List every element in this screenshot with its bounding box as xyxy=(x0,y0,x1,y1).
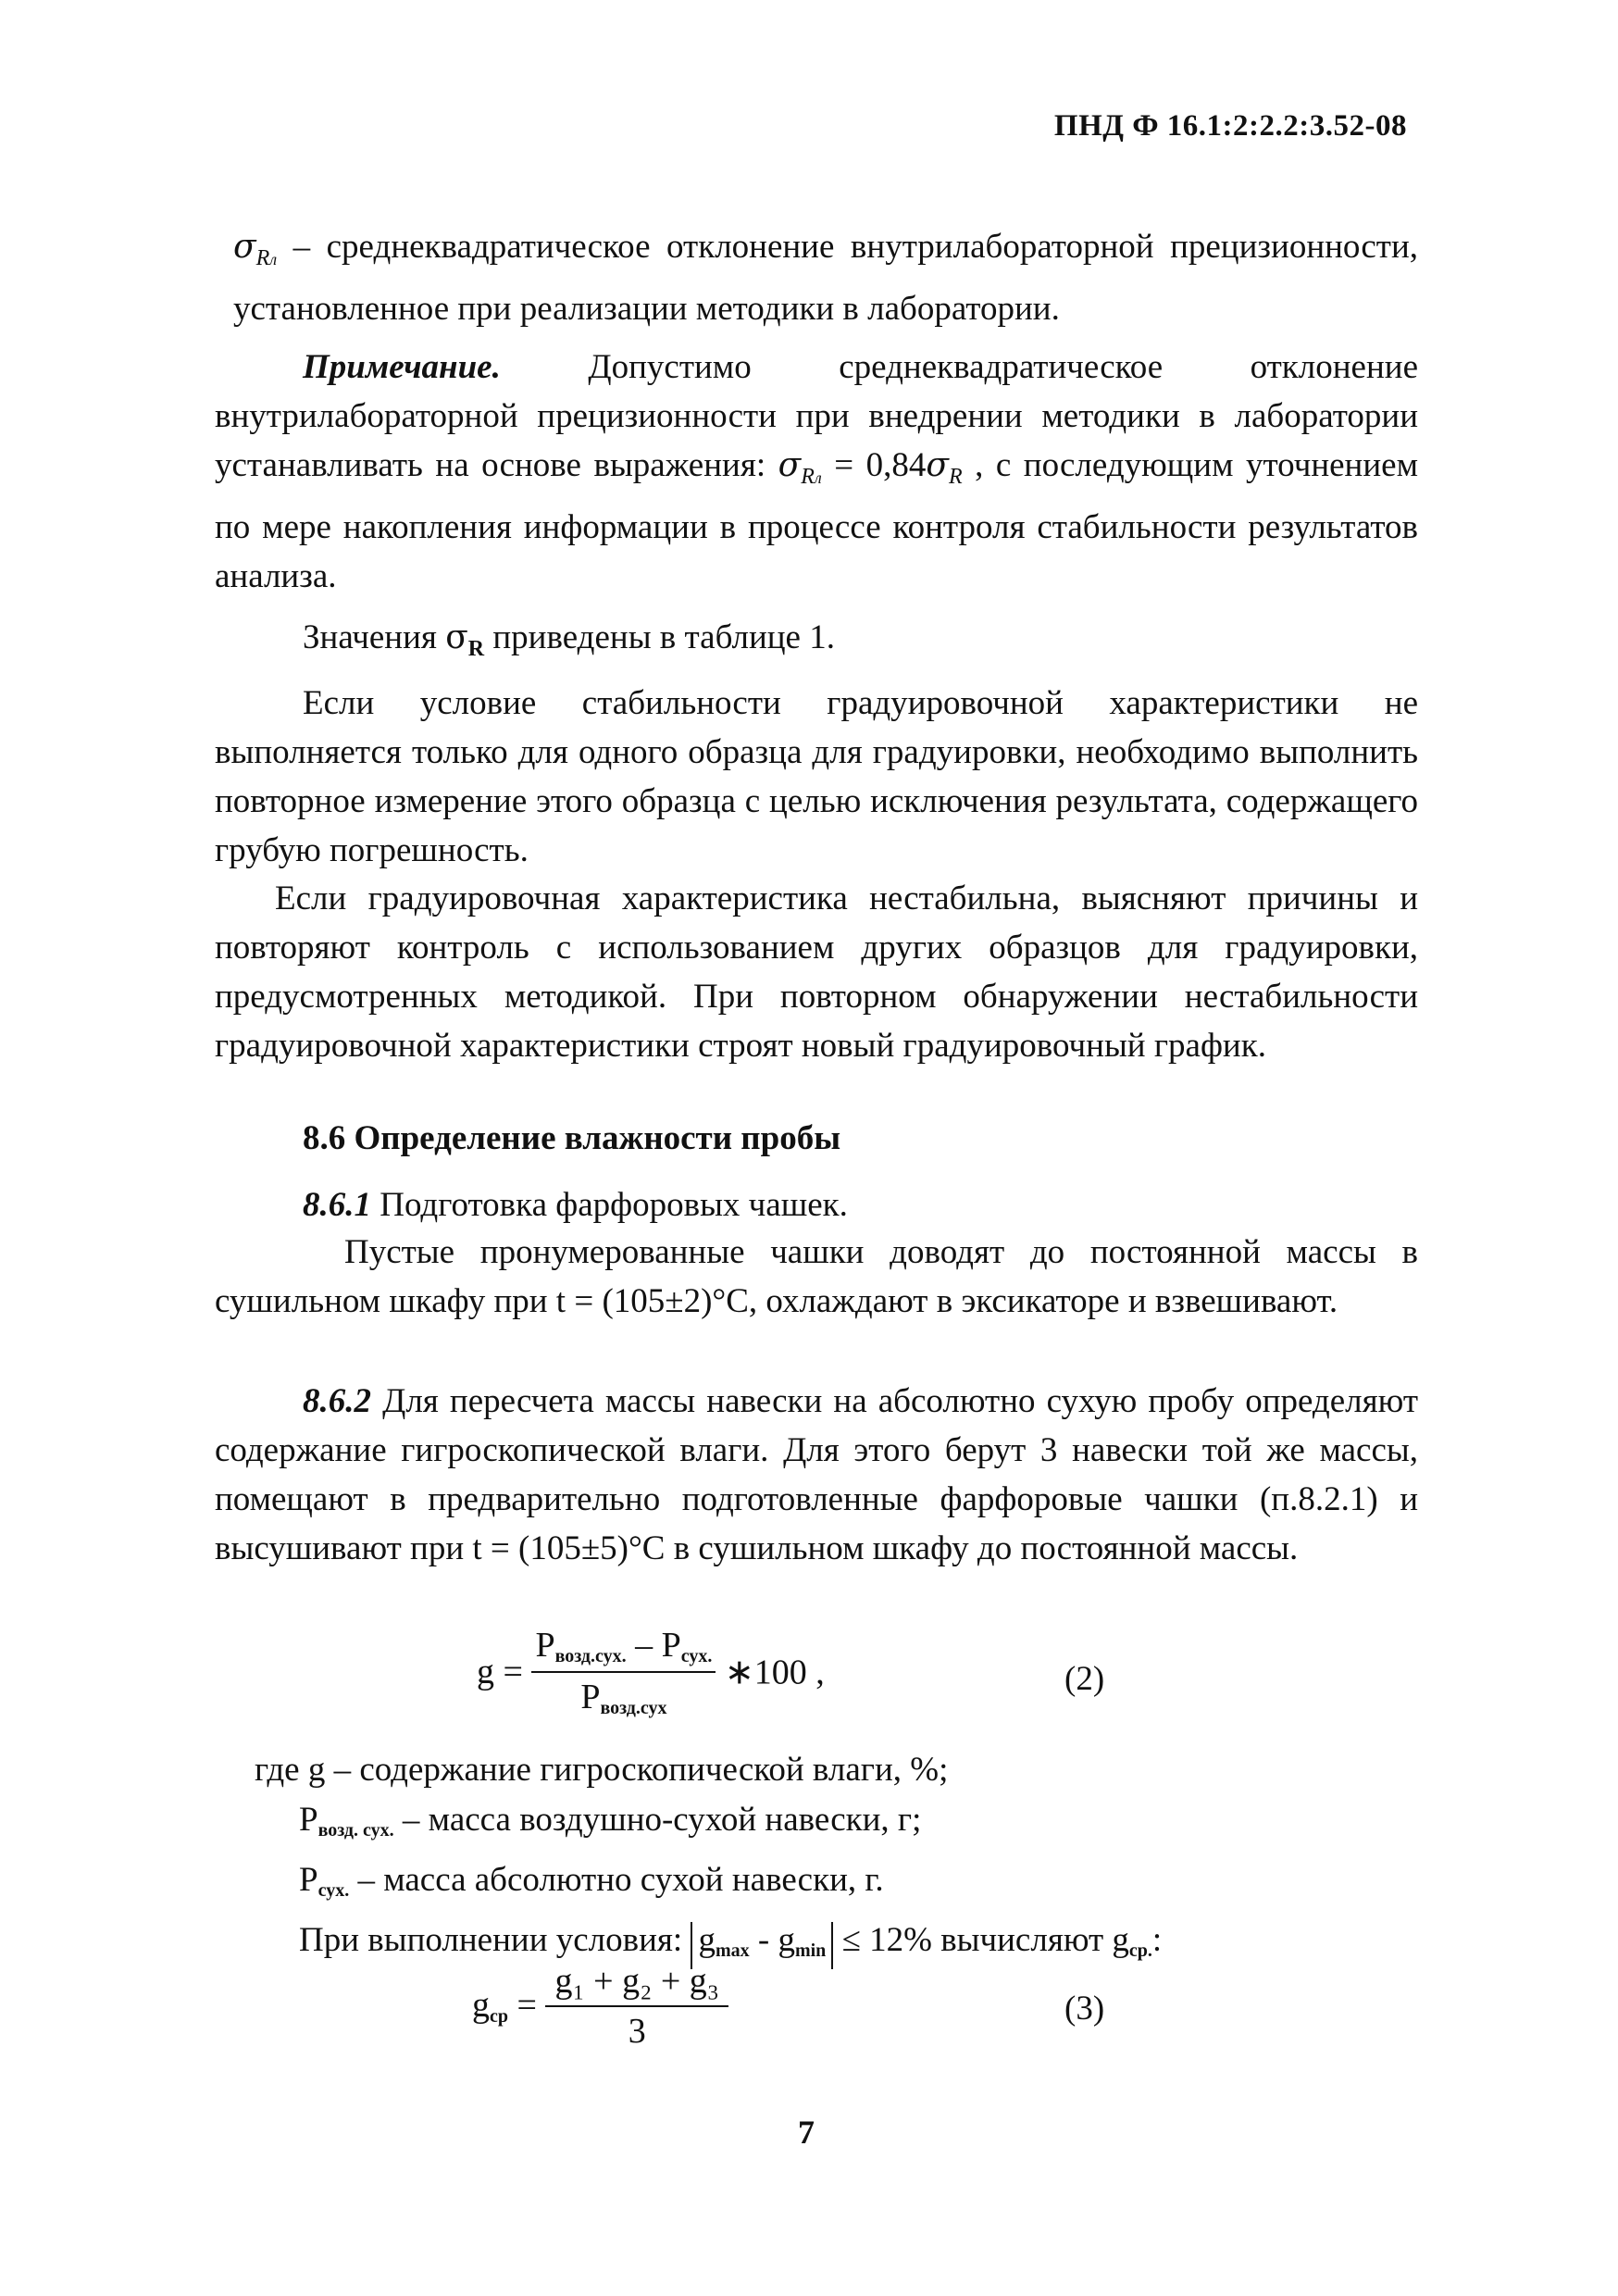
condition-minus: - g xyxy=(749,1921,795,1959)
unstable-text: Если градуировочная характеристика нестабильна, выясняют причины и повторяют контроль с использованием других образцов для градуировки, предусмотренных методикой. При повторном обнаружении нестабильности градуировочной характеристики строят новый градуировочный график. xyxy=(215,880,1418,1065)
note-expr-mid: = 0,84 xyxy=(821,446,927,484)
legend-p-suh-text: – масса абсолютно сухой навески, г. xyxy=(349,1861,884,1899)
formula-2-den-sub: возд.сух xyxy=(600,1698,667,1718)
formula-3-lhs-sub: ср xyxy=(490,2006,508,2027)
formula-2-den: P xyxy=(580,1678,601,1716)
condition-end: : xyxy=(1151,1921,1163,1959)
subsection-8-6-1-text: Пустые пронумерованные чашки доводят до постоянной массы в сушильном шкафу при t = (105±2)°C, охлаждают в эксикаторе и взвешивают. xyxy=(215,1233,1418,1320)
legend-p-suh xyxy=(255,1855,1421,1915)
condition-gmin-sub: min xyxy=(794,1940,827,1961)
note-label: Примечание. xyxy=(303,348,501,386)
unstable-paragraph xyxy=(215,874,1418,1070)
note-text-b: , с последующим уточнением по мере накопления информации в процессе контроля стабильности результатов анализа. xyxy=(215,446,1418,595)
subsection-8-6-1-number: 8.6.1 xyxy=(303,1186,371,1224)
formula-2-denominator xyxy=(531,1673,716,1719)
document-code: ПНД Ф 16.1:2:2.2:3.52-08 xyxy=(1053,109,1407,143)
condition-prefix: При выполнении условия: xyxy=(299,1921,691,1959)
note-expr-sub-left: R xyxy=(801,465,815,489)
formula-3-number: (3) xyxy=(1064,1990,1105,2028)
formula-3-lhs: g xyxy=(472,1986,490,2025)
formula-2-fraction xyxy=(531,1625,716,1719)
legend-p-vozd-sub: возд. сух. xyxy=(317,1820,394,1841)
page-number: 7 xyxy=(798,2114,815,2151)
subsection-8-6-2-number: 8.6.2 xyxy=(303,1382,371,1420)
formula-2-number: (2) xyxy=(1064,1660,1105,1698)
condition-line xyxy=(255,1915,1421,1976)
sigma-definition-text: – среднеквадратическое отклонение внутрилабораторной прецизионности, установленное при реализации методики в лаборатории. xyxy=(233,228,1418,328)
legend-p-vozd xyxy=(255,1795,1421,1855)
formula-2-legend xyxy=(255,1745,1421,1976)
note-text-a: Допустимо среднеквадратическое отклонение внутрилабораторной прецизионности при внедрении методики в лаборатории устанавливать на основе выражения: xyxy=(215,348,1418,484)
formula-2-num-a-sub: возд.сух. xyxy=(554,1646,627,1666)
note-expr-sigma-right: σ xyxy=(926,446,949,484)
values-sigma-sub: R xyxy=(467,637,485,661)
condition-suffix-sub: ср. xyxy=(1128,1940,1152,1961)
sigma-definition-paragraph xyxy=(215,222,1418,333)
condition-gmax: g xyxy=(698,1921,716,1959)
legend-g: где g – содержание гигроскопической влаги, %; xyxy=(255,1751,949,1789)
legend-p-vozd-symbol: P xyxy=(299,1801,318,1839)
condition-suffix: ≤ 12% вычисляют g xyxy=(833,1921,1129,1959)
sigma-subscript: R xyxy=(255,246,270,270)
unstable-one-sample-text: Если условие стабильности градуировочной характеристики не выполняется только для одного образца для градуировки, необходимо выполнить повторное измерение этого образца с целью исключения результата, содержащего грубую погрешность. xyxy=(215,684,1418,869)
formula-2-num-b-sub: сух. xyxy=(680,1646,713,1666)
formula-3-fraction xyxy=(545,1961,728,2052)
formula-2 xyxy=(477,1625,825,1719)
formula-3-eq: = xyxy=(508,1986,537,2025)
note-expr-sigma-left: σ xyxy=(778,446,802,484)
condition-gmax-sub: max xyxy=(715,1940,750,1961)
values-prefix: Значения xyxy=(303,618,446,656)
legend-p-suh-sub: сух. xyxy=(317,1880,350,1901)
values-suffix: приведены в таблице 1. xyxy=(484,618,835,656)
subsection-8-6-1 xyxy=(215,1180,1418,1229)
subsection-8-6-2 xyxy=(215,1377,1418,1573)
values-sigma: σ xyxy=(445,618,468,656)
section-heading: 8.6 Определение влажности пробы xyxy=(303,1119,841,1157)
formula-3-numerator: g₁ + g₂ + g₃ xyxy=(545,1961,728,2007)
formula-3 xyxy=(472,1961,728,2052)
formula-2-lhs: g = xyxy=(477,1653,523,1691)
legend-p-vozd-text: – масса воздушно-сухой навески, г; xyxy=(393,1801,922,1839)
formula-2-num-a: P xyxy=(535,1626,555,1665)
formula-2-tail: ∗100 , xyxy=(724,1653,825,1692)
formula-2-numerator xyxy=(531,1625,716,1673)
note-expr-sub-right: R xyxy=(948,465,963,489)
subsection-8-6-2-text: Для пересчета массы навески на абсолютно сухую пробу определяют содержание гигроскопической влаги. Для этого берут 3 навески той же массы, помещают в предварительно подготовленные фарфоровые чашки (п.8.2.1) и высушивают при t = (105±5)°C в сушильном шкафу до постоянной массы. xyxy=(215,1382,1418,1567)
sigma-symbol: σ xyxy=(233,228,256,266)
formula-2-num-b: P xyxy=(661,1626,681,1665)
note-paragraph xyxy=(215,343,1418,601)
formula-2-minus: – xyxy=(626,1626,662,1665)
values-paragraph xyxy=(215,613,1418,674)
unstable-one-sample-paragraph xyxy=(215,679,1418,875)
formula-3-denominator: 3 xyxy=(628,2012,646,2051)
sigma-subscript-2: л xyxy=(269,250,278,268)
subsection-8-6-1-body xyxy=(215,1228,1418,1326)
legend-p-suh-symbol: P xyxy=(299,1861,318,1899)
note-expr-sub-left-2: л xyxy=(814,468,822,487)
subsection-8-6-1-title: Подготовка фарфоровых чашек. xyxy=(371,1186,848,1224)
formula-3-lhs-group xyxy=(472,1986,537,2025)
